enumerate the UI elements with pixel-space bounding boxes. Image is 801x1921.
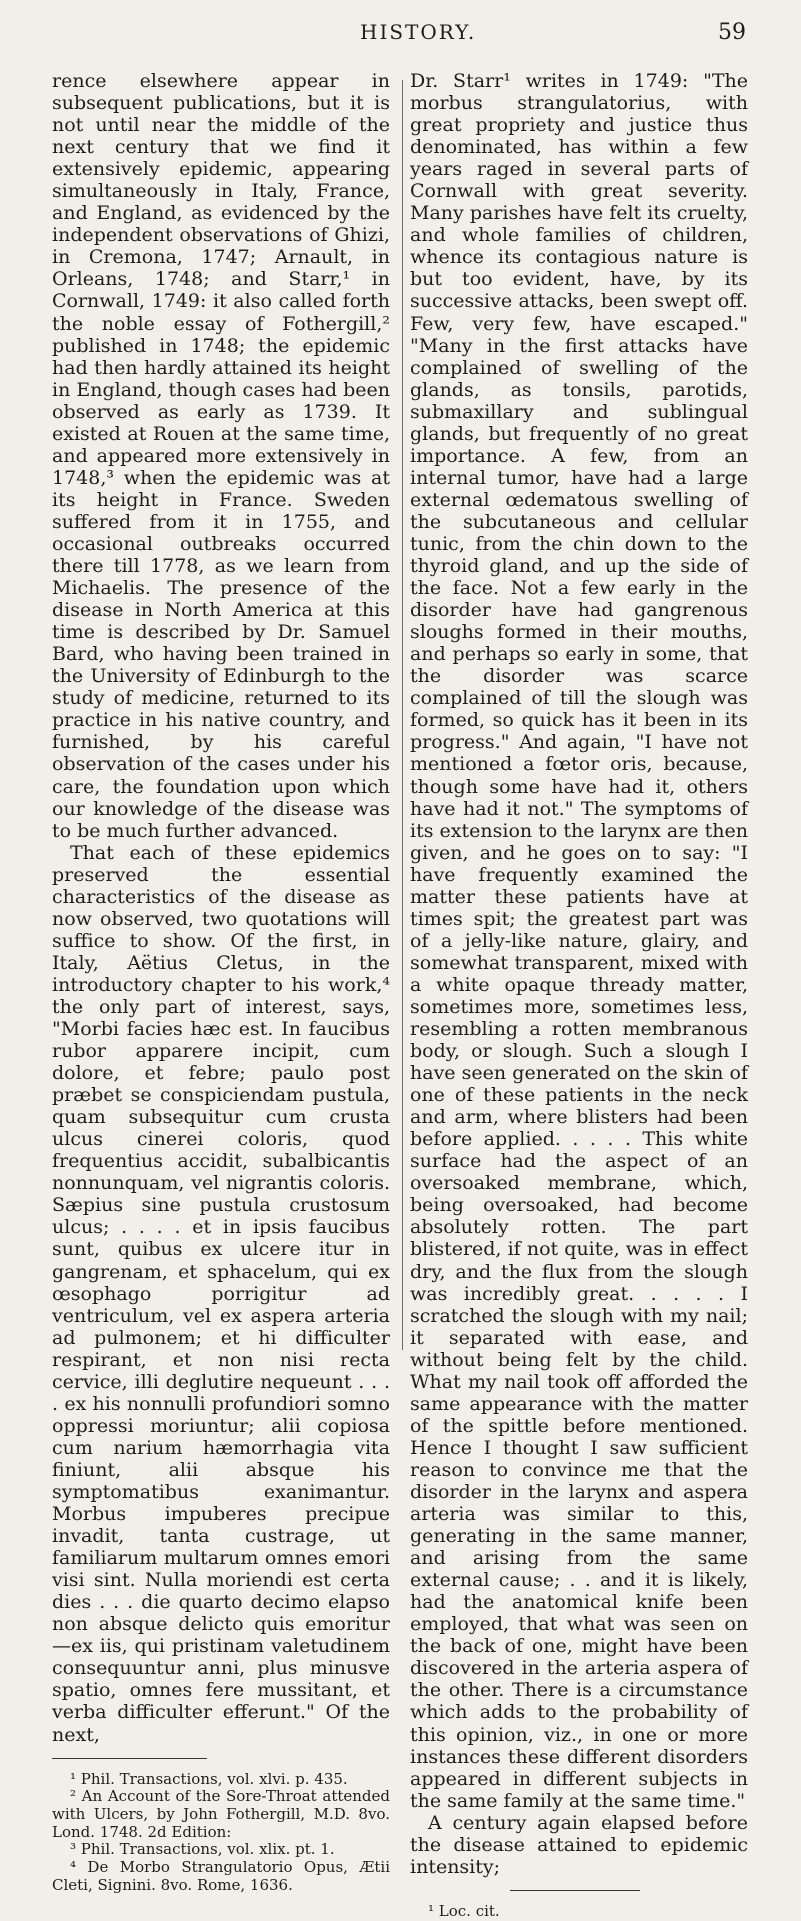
footnote: ² An Account of the Sore-Throat attended with Ulcers, by John Fothergill, M.D. 8vo. Lond. 1748. 2d Edition: (52, 1787, 390, 1841)
footnote: ³ Phil. Transactions, vol. xlix. pt. 1. (70, 1840, 335, 1859)
footnote: ¹ Phil. Transactions, vol. xlvi. p. 435. (70, 1769, 348, 1788)
paragraph: A century again elapsed before the disease attained to epidemic intensity; (410, 1811, 748, 1878)
footnote-rule (52, 1758, 207, 1759)
page-header (0, 0, 801, 60)
left-column (52, 70, 390, 1894)
right-column (410, 70, 748, 1921)
footnotes (410, 1903, 748, 1921)
paragraph: Dr. Starr¹ writes in 1749: "The morbus strangulatorius, with great propriety and justice thus denominated, has within a few years raged in several parts of Cornwall with great severity. Many parishes have felt its cruelty, and whole families of children, whence its contagious nature is but too evident, have, by its successive attacks, been swept off. Few, very few, have escaped." "Many in the first attacks have complained of swelling of the glands, as tonsils, parotids, submaxillary and sublingual glands, but frequently of no great importance. A few, from an internal tumor, have had a large external œdematous swelling of the subcutaneous and cellular tunic, from the chin down to the thyroid gland, and up the side of the face. Not a few early in the disorder have had gangrenous sloughs formed in their mouths, and perhaps so early in some, that the disorder was scarce complained of till the slough was formed, so quick has it been in its progress." And again, "I have not mentioned a fœtor oris, because, though some have had it, others have had it not." The symptoms of its extension to the larynx are then given, and he goes on to say: "I have frequently examined the matter these patients have at times spit; the greatest part was of a jelly-like nature, glairy, and somewhat transparent, mixed with a white opaque thready matter, sometimes more, sometimes less, resembling a rotten membranous body, or slough. Such a slough I have seen generated on the skin of one of these patients in the neck and arm, where blisters had been before applied. . . . . This white surface had the aspect of an oversoaked membrane, which, being oversoaked, had become absolutely rotten. The part blistered, if not quite, was in effect dry, and the flux from the slough was incredibly great. . . . . I scratched the slough with my nail; it separated with ease, and without being felt by the child. What my nail took off afforded the same appearance with the matter of the spittle before mentioned. Hence I thought I saw sufficient reason to convince me that the disorder in the larynx and aspera arteria was similar to this, generating in the same manner, and arising from the same external cause; . . and it is likely, had the anatomical knife been employed, that what was seen on the back of one, might have been discovered in the arteria aspera of the other. There is a circumstance which adds to the probability of this opinion, viz., in one or more instances these different disorders appeared in different subjects in the same family at the same time." (410, 70, 748, 1812)
paragraph: rence elsewhere appear in subsequent publications, but it is not until near the middle of the next century that we find it extensively epidemic, appearing simultaneously in Italy, France, and England, as evidenced by the independent observations of Ghizi, in Cremona, 1747; Arnault, in Orleans, 1748; and Starr,¹ in Cornwall, 1749: it also called forth the noble essay of Fothergill,² published in 1748; the epidemic had then hardly attained its height in England, though cases had been observed as early as 1739. It existed at Rouen at the same time, and appeared more extensively in 1748,³ when the epidemic was at its height in France. Sweden suffered from it in 1755, and occasional outbreaks occurred there till 1778, as we learn from Michaelis. The presence of the disease in North America at this time is described by Dr. Samuel Bard, who having been trained in the University of Edinburgh to the study of medicine, returned to its practice in his native country, and furnished, by his careful observation of the cases under his care, the foundation upon which our knowledge of the disease was to be much further advanced. (52, 70, 390, 842)
running-head: HISTORY. (360, 20, 477, 44)
column-divider (402, 80, 403, 1350)
page-number: 59 (718, 20, 746, 45)
footnote: ⁴ De Morbo Strangulatorio Opus, Ætii Cleti, Signini. 8vo. Rome, 1636. (52, 1858, 390, 1894)
footnote-rule (510, 1890, 640, 1891)
paragraph: That each of these epidemics preserved the essential characteristics of the disease as now observed, two quotations will suffice to show. Of the first, in Italy, Aëtius Cletus, in the introductory chapter to his work,⁴ the only part of interest, says, "Morbi facies hæc est. In faucibus rubor apparere incipit, cum dolore, et febre; paulo post præbet se conspiciendam pustula, quam subsequitur cum crusta ulcus cinerei coloris, quod frequentius accidit, subalbicantis nonnunquam, vel nigrantis coloris. Sæpius sine pustula crustosum ulcus; . . . . et in ipsis faucibus sunt, quibus ex ulcere itur in gangrenam, et sphacelum, qui ex œsophago porrigitur ad ventriculum, vel ex aspera arteria ad pulmonem; et hi difficulter respirant, et non nisi recta cervice, illi deglutire nequeunt . . . . ex his nonnulli profundiori somno oppressi moriuntur; alii copiosa cum narium hæmorrhagia vita finiunt, alii absque his symptomatibus exanimantur. Morbus impuberes precipue invadit, tanta custrage, ut familiarum multarum omnes emori visi sint. Nulla moriendi est certa dies . . . die quarto decimo elapso non absque delicto quis emoritur—ex iis, qui pristinam valetudinem consequuntur anni, plus minusve spatio, omnes fere mussitant, et verba difficulter efferunt." Of the next, (52, 841, 390, 1746)
footnote: ¹ Loc. cit. (428, 1901, 500, 1920)
footnotes (52, 1771, 390, 1895)
